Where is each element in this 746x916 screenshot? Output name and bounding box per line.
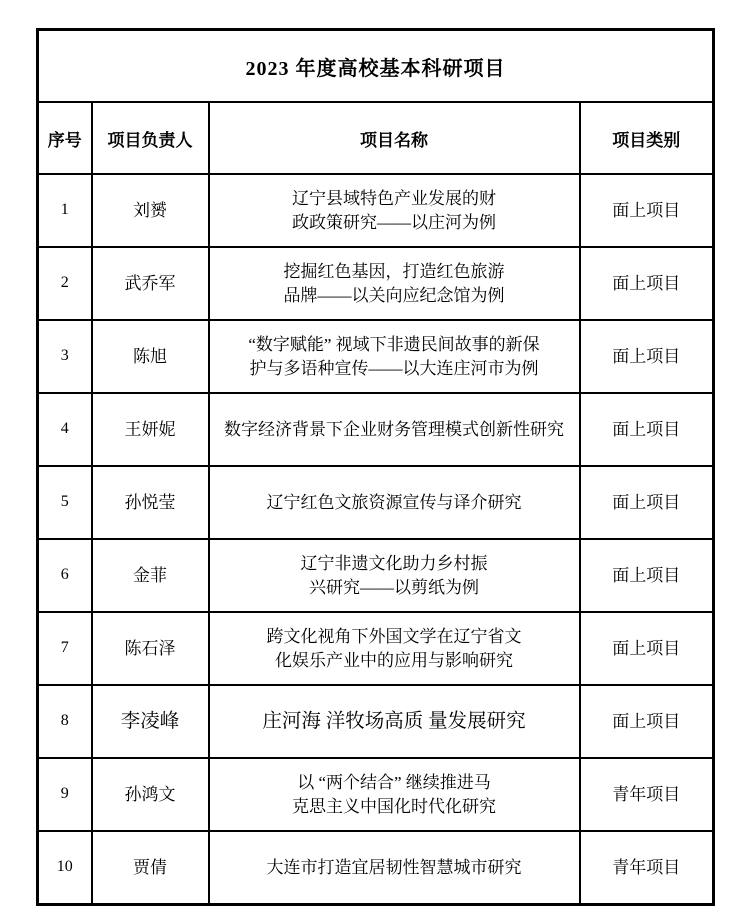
category-cell: 面上项目 [580,174,714,247]
project-cell: 庄河海 洋牧场高质 量发展研究 [209,685,580,758]
table-row [38,831,714,905]
row-number: 7 [38,612,92,685]
category-cell: 面上项目 [580,685,714,758]
table-header-row [38,102,714,174]
category-cell: 面上项目 [580,612,714,685]
table-row [38,466,714,539]
leader-cell: 孙悦莹 [92,466,209,539]
row-number: 5 [38,466,92,539]
project-cell: “数字赋能” 视域下非遗民间故事的新保护与多语种宣传——以大连庄河市为例 [209,320,580,393]
project-cell: 挖掘红色基因，打造红色旅游品牌——以关向应纪念馆为例 [209,247,580,320]
row-number: 9 [38,758,92,831]
row-number: 10 [38,831,92,905]
row-number: 3 [38,320,92,393]
leader-cell: 陈石泽 [92,612,209,685]
column-header-project: 项目名称 [209,102,580,174]
leader-cell: 陈旭 [92,320,209,393]
leader-cell: 贾倩 [92,831,209,905]
row-number: 6 [38,539,92,612]
leader-cell: 金菲 [92,539,209,612]
leader-cell: 李凌峰 [92,685,209,758]
leader-cell: 武乔军 [92,247,209,320]
leader-cell: 孙鸿文 [92,758,209,831]
category-cell: 面上项目 [580,393,714,466]
column-header-no: 序号 [38,102,92,174]
table-row [38,247,714,320]
project-cell: 辽宁县域特色产业发展的财政政策研究——以庄河为例 [209,174,580,247]
category-cell: 面上项目 [580,247,714,320]
table-title: 2023 年度高校基本科研项目 [38,30,714,103]
category-cell: 青年项目 [580,831,714,905]
row-number: 4 [38,393,92,466]
project-cell: 辽宁非遗文化助力乡村振兴研究——以剪纸为例 [209,539,580,612]
category-cell: 面上项目 [580,466,714,539]
column-header-category: 项目类别 [580,102,714,174]
leader-cell: 王妍妮 [92,393,209,466]
table-row [38,174,714,247]
project-cell: 辽宁红色文旅资源宣传与译介研究 [209,466,580,539]
table-row [38,539,714,612]
table-row [38,758,714,831]
table-row [38,320,714,393]
row-number: 2 [38,247,92,320]
project-cell: 跨文化视角下外国文学在辽宁省文化娱乐产业中的应用与影响研究 [209,612,580,685]
table-row [38,612,714,685]
project-cell: 数字经济背景下企业财务管理模式创新性研究 [209,393,580,466]
project-cell: 以 “两个结合” 继续推进马克思主义中国化时代化研究 [209,758,580,831]
category-cell: 面上项目 [580,320,714,393]
leader-cell: 刘赟 [92,174,209,247]
category-cell: 青年项目 [580,758,714,831]
project-cell: 大连市打造宜居韧性智慧城市研究 [209,831,580,905]
table-row [38,393,714,466]
row-number: 1 [38,174,92,247]
row-number: 8 [38,685,92,758]
research-projects-table [36,28,715,906]
table-row [38,685,714,758]
category-cell: 面上项目 [580,539,714,612]
table-title-row [38,30,714,103]
column-header-leader: 项目负责人 [92,102,209,174]
